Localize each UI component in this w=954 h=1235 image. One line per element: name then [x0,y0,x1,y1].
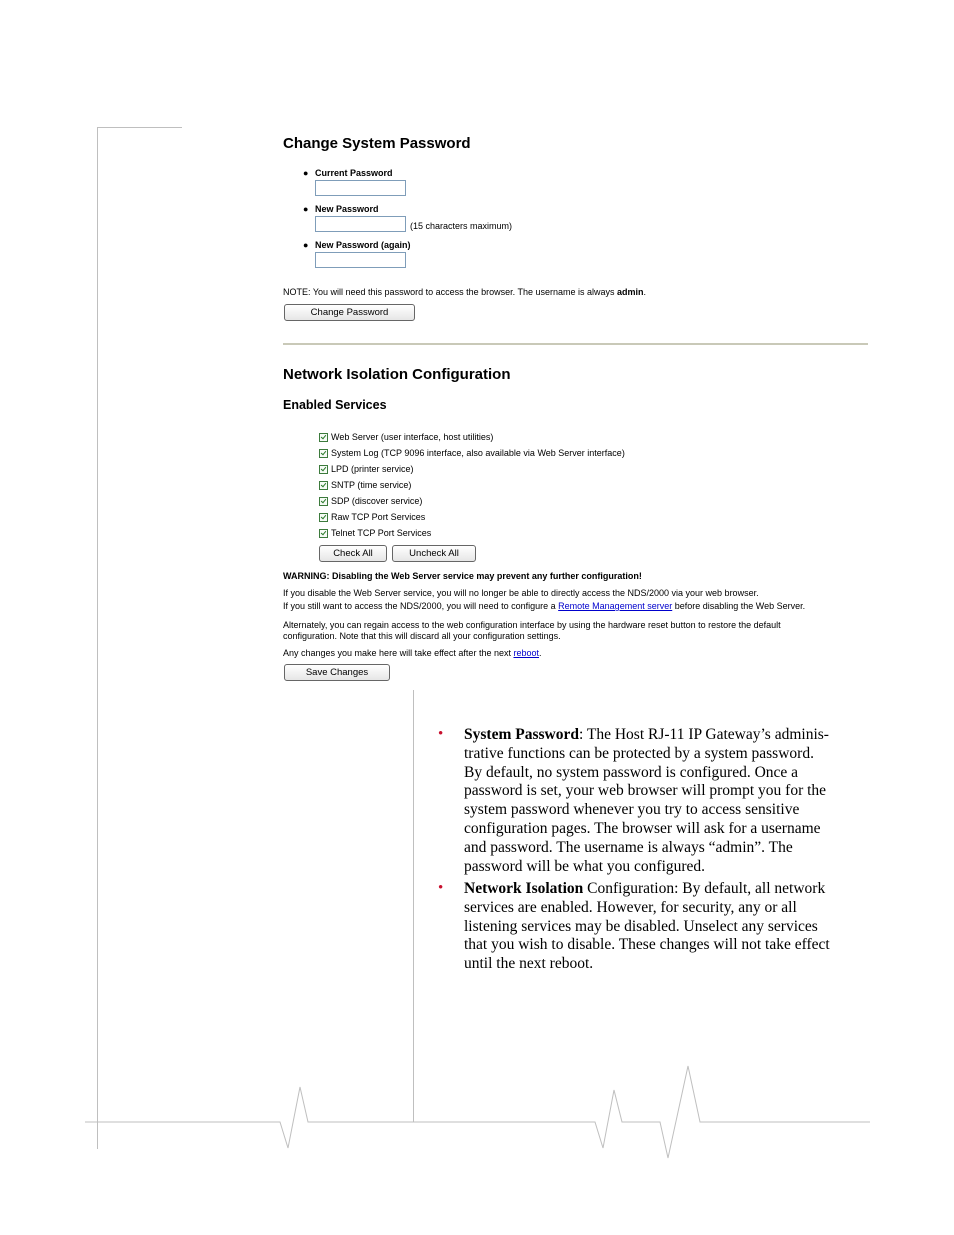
paragraph-line [464,726,874,745]
bullet-marker-2: • [438,880,444,896]
reboot-link[interactable]: reboot [513,648,539,658]
system-password-paragraph [464,726,874,876]
paragraph-line: trative functions can be protected by a system password. [464,744,814,762]
warning-line-1: If you disable the Web Server service, you will no longer be able to directly access the NDS/2000 via your web browser. [283,588,759,598]
password-note [283,287,646,297]
warning-line-2-suffix: before disabling the Web Server. [672,601,806,611]
confirm-password-bullet: ● [303,240,309,250]
current-password-input[interactable] [315,180,406,196]
warning-line-2-prefix: If you still want to access the NDS/2000, you will need to configure a [283,601,559,611]
service-row-sntp [319,480,412,490]
alternate-line-2: configuration. Note that this will discard all your configuration settings. [283,631,561,641]
paragraph-line: system password whenever you try to access sensitive [464,801,800,819]
password-note-username: admin [617,287,644,297]
frame-top-line [97,127,182,128]
service-label: SNTP (time service) [331,480,412,490]
remote-management-link[interactable]: Remote Management server [558,601,673,611]
system-password-term: System Password [464,726,579,743]
current-password-label: Current Password [315,168,393,178]
service-checkbox[interactable] [319,433,328,442]
service-row-sdp [319,496,423,506]
network-isolation-term: Network Isolation [464,880,584,897]
service-label: Web Server (user interface, host utilities) [331,432,494,442]
paragraph-line: configuration pages. The browser will ask for a username [464,819,821,837]
changes-line [283,648,542,658]
service-checkbox[interactable] [319,465,328,474]
new-password-hint: (15 characters maximum) [410,221,513,231]
paragraph-line-text: : The Host RJ-11 IP Gateway’s adminis- [578,726,829,743]
service-label: Telnet TCP Port Services [331,528,432,538]
service-row-web-server [319,432,494,442]
change-password-button[interactable]: Change Password [284,304,415,321]
bullet-marker-1: • [438,726,444,742]
password-section-title: Change System Password [283,135,471,152]
network-isolation-paragraph [464,880,874,974]
service-checkbox[interactable] [319,481,328,490]
service-label: SDP (discover service) [331,496,423,506]
service-checkbox[interactable] [319,497,328,506]
footer-heartbeat-line [0,1060,954,1170]
confirm-password-input[interactable] [315,252,406,268]
service-checkbox[interactable] [319,513,328,522]
service-label: LPD (printer service) [331,464,414,474]
enabled-services-subtitle: Enabled Services [283,398,387,412]
paragraph-line-text: Configuration: By default, all network [583,880,826,897]
paragraph-line [464,880,874,899]
paragraph-line: By default, no system password is configured. Once a [464,763,799,781]
column-divider [413,690,414,1122]
new-password-input[interactable] [315,216,406,232]
frame-left-line [97,127,98,1149]
password-note-end: . [643,287,647,297]
service-label: System Log (TCP 9096 interface, also available via Web Server interface) [331,448,625,458]
new-password-bullet: ● [303,204,309,214]
paragraph-line: services are enabled. However, for security, any or all [464,898,797,916]
paragraph-line: until the next reboot. [464,955,594,973]
confirm-password-label: New Password (again) [315,240,411,250]
warning-line-2 [283,601,805,611]
current-password-bullet: ● [303,168,309,178]
check-all-button[interactable]: Check All [319,545,387,562]
service-checkbox[interactable] [319,449,328,458]
save-changes-button[interactable]: Save Changes [284,664,390,681]
paragraph-line: password will be what you configured. [464,857,706,875]
service-label: Raw TCP Port Services [331,512,426,522]
isolation-section-title: Network Isolation Configuration [283,366,511,383]
uncheck-all-button[interactable]: Uncheck All [392,545,476,562]
section-divider [283,343,868,345]
warning-text: WARNING: Disabling the Web Server service may prevent any further configuration! [283,571,642,581]
paragraph-line: and password. The username is always “admin”. The [464,838,793,856]
service-row-system-log [319,448,625,458]
password-note-text: NOTE: You will need this password to access the browser. The username is always [283,287,617,297]
service-row-lpd [319,464,414,474]
service-checkbox[interactable] [319,529,328,538]
service-row-raw-tcp [319,512,426,522]
paragraph-line: listening services may be disabled. Unselect any services [464,917,818,935]
service-row-telnet-tcp [319,528,432,538]
changes-prefix: Any changes you make here will take effect after the next [283,648,514,658]
alternate-line-1: Alternately, you can regain access to the web configuration interface by using the hardware reset button to restore the default [283,620,781,630]
paragraph-line: password is set, your web browser will prompt you for the [464,782,827,800]
changes-suffix: . [539,648,542,658]
paragraph-line: that you wish to disable. These changes will not take effect [464,936,830,954]
new-password-label: New Password [315,204,379,214]
